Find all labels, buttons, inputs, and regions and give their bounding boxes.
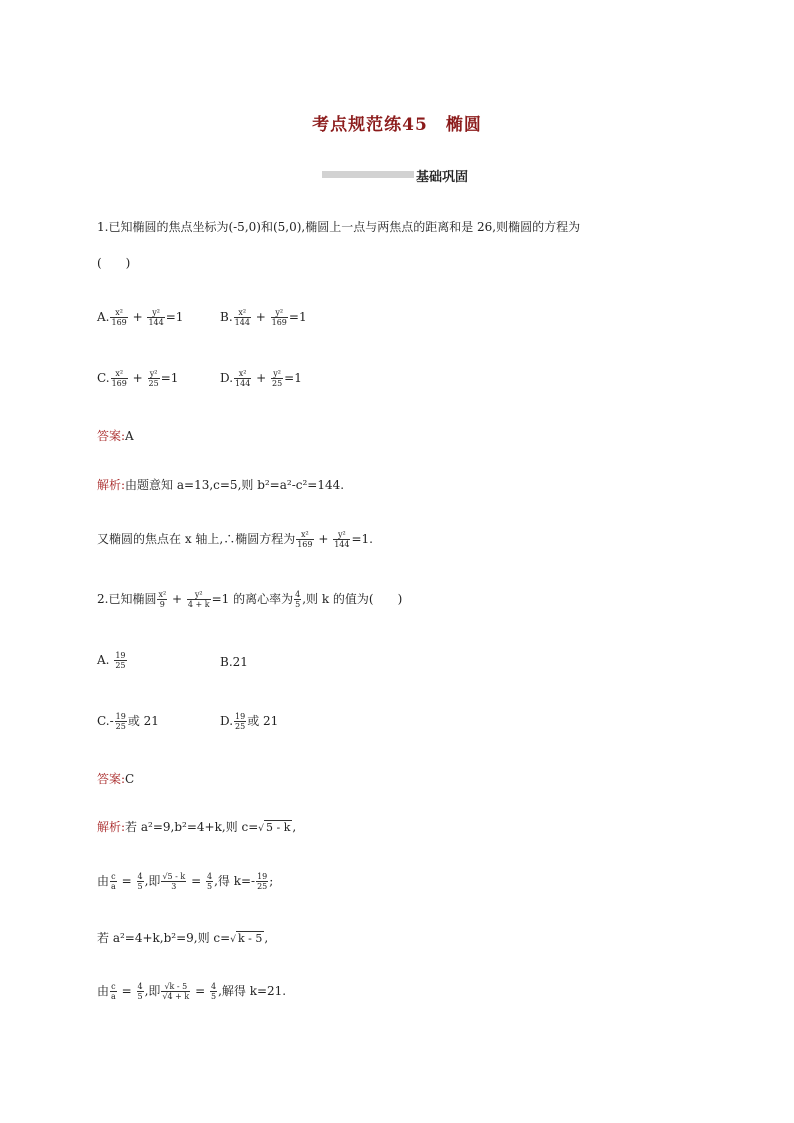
fraction: $\frac{\text{x²}}{144}$: [234, 308, 250, 327]
q1-analysis-line2: 又椭圆的焦点在 x 轴上,∴椭圆方程为 $\frac{\text{x²}}{169}$ + $\frac{\text{y²}}{144}$ =1.: [97, 530, 373, 549]
option-label: C.: [97, 371, 110, 385]
sqrt: √ k - 5: [230, 932, 263, 945]
fraction: $\frac{4}{5}$: [295, 590, 301, 609]
fraction: $\frac{\text{y²}}{4 + k}$: [187, 590, 210, 609]
q2-analysis-line4: 由 $\frac{c}{a}$ = $\frac{4}{5}$ ,即 $\frac{√k - 5}{√4 + k}$ = $\frac{4}{5}$ ,解得 k=21.: [97, 982, 287, 1001]
q2-answer: [97, 770, 134, 787]
fraction: $\frac{√5 - k}{3}$: [162, 872, 186, 891]
analysis-label: 解析:: [97, 820, 126, 834]
fraction: $\frac{4}{5}$: [206, 872, 213, 891]
q2-analysis-line1: 解析:若 a²=9,b²=4+k,则 c=√ 5 - k ,: [97, 820, 297, 834]
fraction: $\frac{19}{25}$: [115, 712, 126, 731]
fraction: $\frac{19}{25}$: [235, 712, 246, 731]
option-label: A.: [97, 310, 110, 324]
q1-analysis-line1: 解析:由题意知 a=13,c=5,则 b²=a²-c²=144.: [97, 478, 345, 492]
page-title: 考点规范练45 椭圆: [312, 115, 482, 135]
option-label: D.: [220, 371, 234, 385]
fraction: $\frac{\text{x²}}{144}$: [235, 369, 251, 388]
answer-label: 答案:: [97, 772, 126, 786]
answer-value: C: [125, 772, 135, 786]
analysis-label: 解析:: [97, 478, 126, 492]
answer-label: 答案:: [97, 429, 126, 443]
q2-option-d[interactable]: D. $\frac{19}{25}$ 或 21: [220, 712, 279, 731]
fraction: $\frac{4}{5}$: [210, 982, 217, 1001]
section-title: 基础巩固: [416, 170, 469, 185]
fraction: $\frac{\text{x²}}{169}$: [111, 308, 127, 327]
section-bar: [322, 171, 414, 178]
answer-value: A: [125, 429, 134, 443]
fraction: $\frac{4}{5}$: [137, 872, 143, 891]
fraction: $\frac{\text{y²}}{25}$: [148, 369, 159, 388]
q1-option-a[interactable]: A. $\frac{\text{x²}}{169}$ + $\frac{\text{y²}}{144}$ =1: [97, 308, 184, 327]
q2-option-b[interactable]: B.21: [220, 655, 248, 669]
q1-option-d[interactable]: D. $\frac{\text{x²}}{144}$ + $\frac{\text{y²}}{25}$ =1: [220, 369, 302, 388]
q1-option-b[interactable]: B. $\frac{\text{x²}}{144}$ + $\frac{\text{y²}}{169}$ =1: [220, 308, 307, 327]
q1-paren: ( ): [97, 256, 131, 270]
q1-option-c[interactable]: C. $\frac{\text{x²}}{169}$ + $\frac{\text{y²}}{25}$ =1: [97, 369, 179, 388]
q2-analysis-line2: 由 $\frac{c}{a}$ = $\frac{4}{5}$ ,即 $\frac{√5 - k}{3}$ = $\frac{4}{5}$ ,得 k=- $\frac{19}{25}$ ;: [97, 872, 274, 891]
fraction: $\frac{c}{a}$: [111, 872, 116, 891]
fraction: $\frac{19}{25}$: [115, 651, 126, 670]
fraction: $\frac{4}{5}$: [137, 982, 143, 1001]
fraction: $\frac{\text{y²}}{25}$: [271, 369, 283, 388]
fraction: $\frac{c}{a}$: [111, 982, 116, 1001]
sqrt: √ 5 - k: [258, 821, 291, 834]
fraction: $\frac{√k - 5}{√4 + k}$: [162, 982, 190, 1001]
fraction: $\frac{\text{x²}}{169}$: [111, 369, 127, 388]
q2-stem: 2.已知椭圆 $\frac{\text{x²}}{9}$ + $\frac{\text{y²}}{4 + k}$ =1 的离心率为 $\frac{4}{5}$ ,则 k 的值为( ): [97, 590, 403, 609]
fraction: $\frac{\text{x²}}{9}$: [158, 590, 167, 609]
fraction: $\frac{\text{y²}}{169}$: [271, 308, 287, 327]
q2-option-a[interactable]: A. $\frac{19}{25}$: [97, 651, 126, 670]
q1-answer: [97, 427, 134, 444]
q1-stem: 1.已知椭圆的焦点坐标为(-5,0)和(5,0),椭圆上一点与两焦点的距离和是 26,则椭圆的方程为: [97, 220, 581, 234]
option-label: B.: [220, 310, 233, 324]
fraction: $\frac{\text{y²}}{144}$: [334, 530, 350, 549]
q2-analysis-line3: 若 a²=4+k,b²=9,则 c=√ k - 5 ,: [97, 931, 269, 945]
q2-option-c[interactable]: C.- $\frac{19}{25}$ 或 21: [97, 712, 159, 731]
fraction: $\frac{\text{x²}}{169}$: [297, 530, 313, 549]
fraction: $\frac{19}{25}$: [257, 872, 268, 891]
fraction: $\frac{\text{y²}}{144}$: [148, 308, 164, 327]
